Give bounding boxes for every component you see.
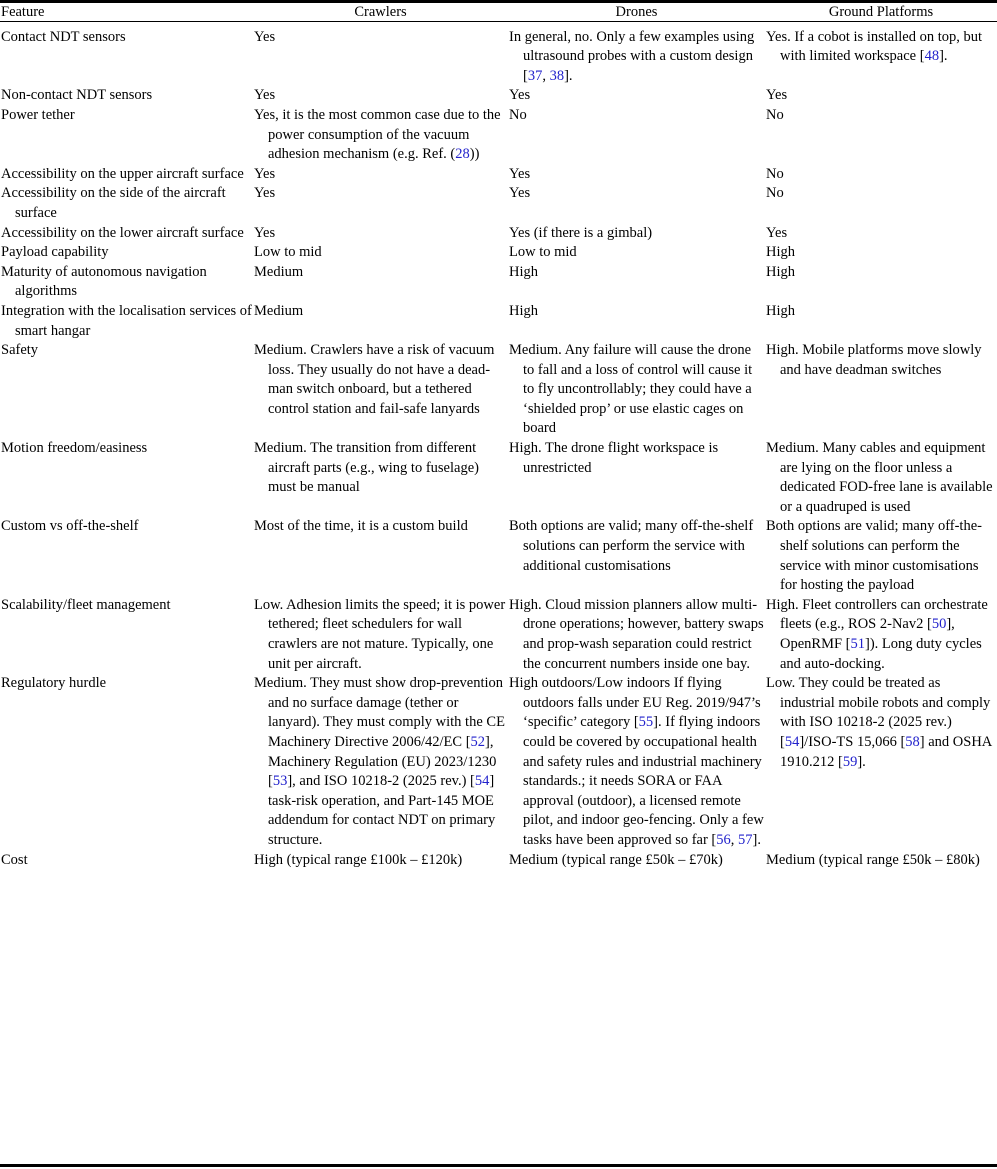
- citation-ref[interactable]: 38: [549, 67, 565, 84]
- cell-ground-platforms: Medium. Many cables and equipment are lying on the floor unless a dedicated FOD-free lane is available or a quadruped is used: [766, 440, 993, 515]
- cell-feature: Motion freedom/easiness: [1, 440, 148, 457]
- cell-feature: Scalability/fleet management: [1, 596, 171, 613]
- cell-drones: High outdoors/Low indoors If flying outdoors falls under EU Reg. 2019/947’s ‘specific’ category [55]. If flying indoors could be covered by occupational health and safety rules and industrial machinery standards.; it needs SORA or FAA approval (outdoor), a licensed remote pilot, and indoor geo-fencing. Only a few tasks have been approved so far [56, 57].: [509, 675, 764, 848]
- cell-crawlers: Yes: [254, 87, 276, 104]
- cell-crawlers: Yes: [254, 185, 276, 202]
- cell-crawlers: Most of the time, it is a custom build: [254, 518, 468, 535]
- cell-feature: Custom vs off-the-shelf: [1, 518, 139, 535]
- cell-ground-platforms: Low. They could be treated as industrial mobile robots and comply with ISO 10218-2 (2025 rev.) [54]/ISO-TS 15,066 [58] and OSHA 1910.212 [59].: [766, 675, 992, 770]
- column-header-ground-platforms: Ground Platforms: [828, 4, 934, 20]
- cell-ground-platforms: No: [766, 165, 784, 182]
- table-body: [0, 25, 997, 871]
- citation-ref[interactable]: 57: [738, 831, 753, 848]
- cell-crawlers: Yes, it is the most common case due to the power consumption of the vacuum adhesion mechanism (e.g. Ref. (28)): [254, 106, 501, 163]
- table-row: [0, 302, 997, 341]
- table-row: [0, 596, 997, 674]
- citation-ref[interactable]: 55: [638, 714, 654, 731]
- cell-ground-platforms: No: [766, 185, 784, 202]
- cell-crawlers: High (typical range £100k – £120k): [254, 851, 463, 868]
- cell-ground-platforms: High: [766, 244, 795, 261]
- table-header-row: [0, 3, 997, 25]
- cell-feature: Payload capability: [1, 244, 109, 261]
- table-row: [0, 341, 997, 439]
- cell-ground-platforms: Yes: [766, 224, 788, 241]
- cell-feature: Non-contact NDT sensors: [1, 87, 153, 104]
- table-row: [0, 674, 997, 850]
- cell-drones: Yes: [509, 185, 531, 202]
- cell-drones: Medium. Any failure will cause the drone to fall and a loss of control will cause it to fly uncontrollably; they could have a ‘shielded prop’ or use elastic cages on board: [509, 342, 753, 437]
- citation-ref[interactable]: 37: [527, 67, 543, 84]
- citation-ref[interactable]: 52: [470, 733, 486, 750]
- cell-ground-platforms: High: [766, 302, 795, 319]
- cell-feature: Maturity of autonomous navigation algorithms: [1, 263, 207, 300]
- citation-ref[interactable]: 28: [455, 146, 470, 163]
- cell-feature: Accessibility on the lower aircraft surface: [1, 224, 244, 241]
- table-row: [0, 25, 997, 87]
- cell-feature: Cost: [1, 851, 28, 868]
- cell-feature: Regulatory hurdle: [1, 675, 107, 692]
- cell-drones: Medium (typical range £50k – £70k): [509, 851, 723, 868]
- citation-ref[interactable]: 54: [474, 773, 490, 790]
- column-header-feature: Feature: [1, 4, 45, 20]
- cell-ground-platforms: Both options are valid; many off-the-shelf solutions can perform the service with minor customisations for hosting the payload: [766, 518, 982, 594]
- citation-ref[interactable]: 54: [784, 733, 800, 750]
- citation-ref[interactable]: 59: [842, 753, 858, 770]
- cell-drones: Yes (if there is a gimbal): [509, 224, 653, 241]
- citation-ref[interactable]: 56: [716, 831, 731, 848]
- cell-drones: Low to mid: [509, 244, 577, 261]
- citation-ref[interactable]: 58: [905, 733, 920, 750]
- cell-ground-platforms: Medium (typical range £50k – £80k): [766, 851, 980, 868]
- table-row: [0, 243, 997, 263]
- cell-feature: Power tether: [1, 106, 75, 123]
- cell-drones: High. The drone flight workspace is unrestricted: [509, 440, 719, 476]
- table-row: [0, 439, 997, 517]
- cell-crawlers: Yes: [254, 165, 276, 182]
- cell-crawlers: Low to mid: [254, 244, 322, 261]
- cell-crawlers: Medium. They must show drop-prevention and no surface damage (tether or lanyard). They must comply with the CE Machinery Directive 2006/42/EC [52], Machinery Regulation (EU) 2023/1230 [53], and ISO 10218-2 (2025 rev.) [54] task-risk operation, and Part-145 MOE addendum for contact NDT on primary structure.: [254, 675, 505, 848]
- cell-crawlers: Yes: [254, 224, 276, 241]
- table-bottom-rule: [0, 1164, 997, 1167]
- cell-crawlers: Medium. The transition from different aircraft parts (e.g., wing to fuselage) must be manual: [254, 440, 479, 496]
- cell-ground-platforms: No: [766, 106, 784, 123]
- table-row: [0, 851, 997, 871]
- cell-drones: Yes: [509, 87, 531, 104]
- cell-ground-platforms: Yes. If a cobot is installed on top, but with limited workspace [48].: [766, 28, 983, 65]
- cell-drones: No: [509, 106, 527, 123]
- citation-ref[interactable]: 50: [931, 616, 947, 633]
- table-row: [0, 224, 997, 244]
- table-row: [0, 86, 997, 106]
- cell-crawlers: Medium: [254, 263, 304, 280]
- column-header-drones: Drones: [615, 4, 658, 20]
- citation-ref[interactable]: 51: [850, 636, 865, 652]
- cell-ground-platforms: High: [766, 263, 795, 280]
- cell-feature: Safety: [1, 342, 39, 359]
- cell-feature: Accessibility on the upper aircraft surface: [1, 165, 244, 182]
- cell-drones: Yes: [509, 165, 531, 182]
- cell-drones: In general, no. Only a few examples using ultrasound probes with a custom design [37, 38].: [509, 28, 755, 84]
- cell-drones: High: [509, 302, 538, 319]
- citation-ref[interactable]: 48: [924, 48, 940, 65]
- cell-crawlers: Low. Adhesion limits the speed; it is power tethered; fleet schedulers for wall crawlers are not mature. Typically, one unit per aircraft.: [254, 596, 506, 672]
- cell-feature: Contact NDT sensors: [1, 28, 126, 45]
- column-header-crawlers: Crawlers: [354, 4, 407, 20]
- cell-crawlers: Yes: [254, 28, 276, 45]
- table-row: [0, 106, 997, 165]
- cell-crawlers: Medium: [254, 302, 304, 319]
- citation-ref[interactable]: 53: [272, 773, 288, 790]
- table-row: [0, 517, 997, 595]
- cell-drones: Both options are valid; many off-the-shelf solutions can perform the service with additional customisations: [509, 518, 754, 574]
- table-row: [0, 184, 997, 223]
- cell-ground-platforms: High. Fleet controllers can orchestrate fleets (e.g., ROS 2-Nav2 [50], OpenRMF [51]). Long duty cycles and auto-docking.: [766, 596, 988, 672]
- cell-drones: High: [509, 263, 538, 280]
- table-row: [0, 165, 997, 185]
- cell-feature: Accessibility on the side of the aircraft surface: [1, 185, 226, 221]
- cell-feature: Integration with the localisation services of smart hangar: [1, 302, 252, 339]
- cell-ground-platforms: High. Mobile platforms move slowly and have deadman switches: [766, 342, 982, 378]
- cell-ground-platforms: Yes: [766, 87, 788, 104]
- table-row: [0, 263, 997, 302]
- comparison-table: [0, 3, 997, 870]
- cell-drones: High. Cloud mission planners allow multi-drone operations; however, battery swaps and prop-wash separation could restrict the concurrent numbers inside one bay.: [509, 596, 764, 672]
- table-head: [0, 3, 997, 25]
- cell-crawlers: Medium. Crawlers have a risk of vacuum loss. They usually do not have a dead-man switch onboard, but a tethered control station and fail-safe lanyards: [254, 342, 495, 417]
